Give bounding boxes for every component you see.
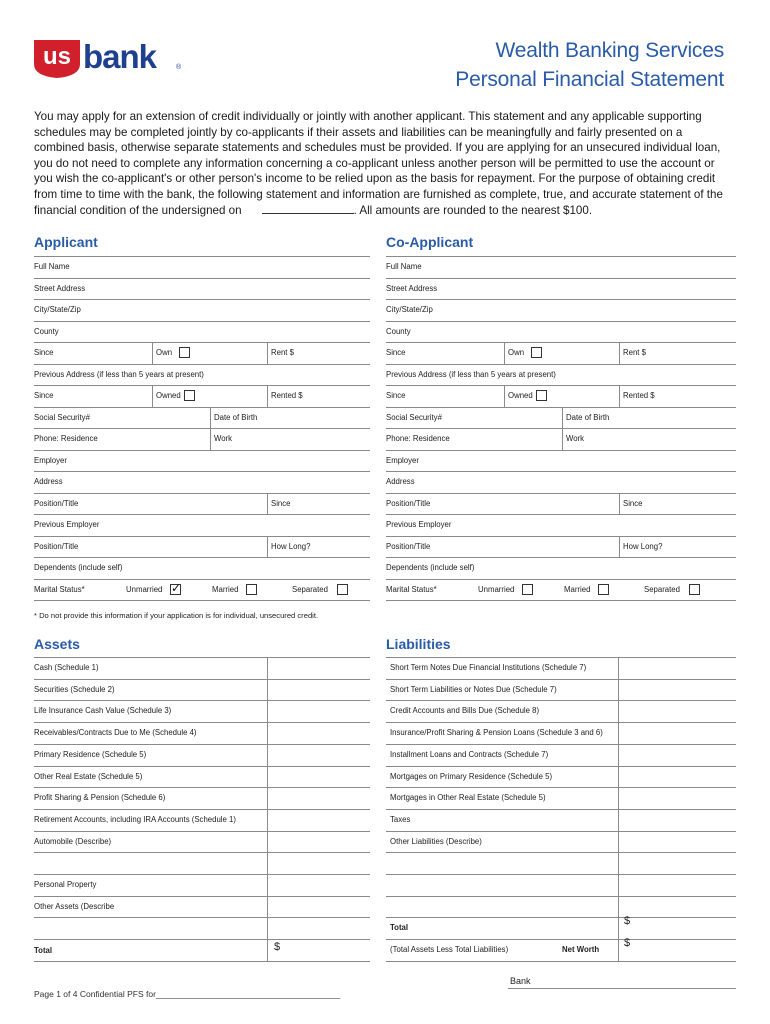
applicant-position-since-field[interactable]: Since [271, 499, 291, 508]
applicant-row-line [34, 321, 370, 322]
applicant-cell-divider [267, 342, 268, 364]
coapplicant-own-checkbox[interactable] [531, 347, 542, 358]
applicant-since-field[interactable]: Since [34, 348, 54, 357]
applicant-row-line [34, 428, 370, 429]
applicant-row-line [34, 579, 370, 580]
applicant-row-line [34, 407, 370, 408]
asset-row-label: Other Real Estate (Schedule 5) [34, 772, 143, 781]
applicant-street-field[interactable]: Street Address [34, 284, 86, 293]
liabilities-row-line [386, 744, 736, 745]
applicant-position-field[interactable]: Position/Title [34, 499, 79, 508]
liability-amount-field[interactable] [621, 702, 731, 719]
coapplicant-row-line [386, 321, 736, 322]
coapplicant-row-line [386, 278, 736, 279]
coapplicant-row-line [386, 493, 736, 494]
applicant-married-checkbox[interactable] [246, 584, 257, 595]
asset-amount-field[interactable] [270, 919, 366, 936]
coapplicant-how-long-field[interactable]: How Long? [623, 542, 663, 551]
applicant-ssn-field[interactable]: Social Security# [34, 413, 90, 422]
applicant-row-line [34, 536, 370, 537]
applicant-row-line [34, 471, 370, 472]
applicant-row-line [34, 557, 370, 558]
asset-amount-field[interactable] [270, 702, 366, 719]
coapplicant-dependents-field[interactable]: Dependents (include self) [386, 563, 475, 572]
assets-row-line [34, 961, 370, 962]
coapplicant-row-line [386, 471, 736, 472]
applicant-rented-field[interactable]: Rented $ [271, 391, 303, 400]
assets-row-line [34, 852, 370, 853]
applicant-row-line [34, 493, 370, 494]
assets-row-line [34, 657, 370, 658]
applicant-employer-field[interactable]: Employer [34, 456, 67, 465]
applicant-owned-checkbox[interactable] [184, 390, 195, 401]
coapplicant-owned-label: Owned [508, 391, 533, 400]
assets-row-line [34, 766, 370, 767]
asset-row-label: Automobile (Describe) [34, 837, 112, 846]
applicant-full-name-field[interactable]: Full Name [34, 262, 70, 271]
liability-amount-field[interactable] [621, 854, 731, 871]
coapplicant-cell-divider [619, 385, 620, 407]
assets-total-label: Total [34, 946, 53, 955]
applicant-row-line [34, 342, 370, 343]
coapplicant-city-field[interactable]: City/State/Zip [386, 305, 433, 314]
net-worth-label: Net Worth [562, 945, 600, 954]
liabilities-row-line [386, 896, 736, 897]
coapplicant-position-since-field[interactable]: Since [623, 499, 643, 508]
asset-row-label: Other Assets (Describe [34, 902, 115, 911]
applicant-dependents-field[interactable]: Dependents (include self) [34, 563, 123, 572]
liabilities-row-line [386, 917, 736, 918]
asset-row-label: Cash (Schedule 1) [34, 663, 99, 672]
coapplicant-employer-field[interactable]: Employer [386, 456, 419, 465]
coapplicant-row-line [386, 407, 736, 408]
applicant-cell-divider [210, 407, 211, 450]
coapplicant-separated-label: Separated [644, 585, 680, 594]
coapplicant-full-name-field[interactable]: Full Name [386, 262, 422, 271]
applicant-cell-divider [152, 342, 153, 364]
coapplicant-row-line [386, 600, 736, 601]
document-title [455, 36, 724, 94]
applicant-rent-field[interactable]: Rent $ [271, 348, 294, 357]
liabilities-row-line [386, 831, 736, 832]
applicant-row-line [34, 299, 370, 300]
applicant-unmarried-label: Unmarried [126, 585, 163, 594]
coapplicant-ssn-field[interactable]: Social Security# [386, 413, 442, 422]
coapplicant-cell-divider [619, 342, 620, 364]
asset-amount-field[interactable] [270, 681, 366, 698]
liabilities-total-dollar: $ [624, 915, 631, 927]
coapplicant-cell-divider [504, 385, 505, 407]
coapplicant-row-line [386, 579, 736, 580]
coapplicant-rented-field[interactable]: Rented $ [623, 391, 655, 400]
liabilities-row-line [386, 700, 736, 701]
liability-row-label: Mortgages in Other Real Estate (Schedule 5) [390, 793, 546, 802]
liabilities-row-line [386, 722, 736, 723]
liabilities-row-line [386, 766, 736, 767]
liabilities-row-line [386, 874, 736, 875]
assets-row-line [34, 917, 370, 918]
applicant-own-checkbox[interactable] [179, 347, 190, 358]
coapplicant-married-checkbox[interactable] [598, 584, 609, 595]
assets-row-line [34, 787, 370, 788]
liability-amount-field[interactable] [621, 768, 731, 785]
applicant-owned-label: Owned [156, 391, 181, 400]
coapplicant-unmarried-checkbox[interactable] [522, 584, 533, 595]
asset-amount-field[interactable] [270, 724, 366, 741]
assets-row-line [34, 700, 370, 701]
assets-amount-divider [267, 657, 268, 961]
applicant-row-line [34, 256, 370, 257]
assets-total-dollar: $ [274, 941, 281, 953]
assets-row-line [34, 831, 370, 832]
applicant-city-field[interactable]: City/State/Zip [34, 305, 81, 314]
liabilities-amount-divider [618, 657, 619, 961]
coapplicant-separated-checkbox[interactable] [689, 584, 700, 595]
liability-amount-field[interactable] [621, 681, 731, 698]
coapplicant-row-line [386, 428, 736, 429]
liabilities-heading: Liabilities [386, 636, 451, 652]
assets-row-line [34, 722, 370, 723]
applicant-row-line [34, 600, 370, 601]
assets-row-line [34, 744, 370, 745]
coapplicant-row-line [386, 514, 736, 515]
coapplicant-cell-divider [562, 407, 563, 450]
marital-footnote: * Do not provide this information if your application is for individual, unsecured credit. [34, 611, 319, 620]
liability-row-label: Other Liabilities (Describe) [390, 837, 482, 846]
coapplicant-previous-position-field[interactable]: Position/Title [386, 542, 431, 551]
coapplicant-cell-divider [504, 342, 505, 364]
applicant-row-line [34, 450, 370, 451]
liability-amount-field[interactable] [621, 746, 731, 763]
intro-text: You may apply for an extension of credit individually or jointly with another applicant. This statement and any applicable supporting schedules may be completed jointly by co-applicants if their assets and liabilities can be meaningfully and fairly presented on a combined basis, otherwise separate statements and schedules must be provided. If you are applying for an unsecured individual loan, you do not need to complete any information concerning a co-applicant unless another person will be permitted to use the account or you wish the co-applicant's or other person's income to be relied upon as the basis for repayment. For the purpose of obtaining credit from time to time with the bank, the following statement and information are furnished as complete, true, and accurate statement of the financial condition of the undersigned on [34, 110, 723, 217]
applicant-cell-divider [267, 536, 268, 557]
liability-amount-field[interactable] [621, 833, 731, 850]
bank-label: Bank [510, 976, 531, 986]
statement-date-blank[interactable] [262, 204, 354, 214]
coapplicant-row-line [386, 256, 736, 257]
coapplicant-row-line [386, 385, 736, 386]
liabilities-row-line [386, 939, 736, 940]
liability-row-label: Installment Loans and Contracts (Schedule 7) [390, 750, 549, 759]
intro-tail: . All amounts are rounded to the nearest $100. [353, 203, 593, 217]
assets-row-line [34, 809, 370, 810]
liabilities-row-line [386, 852, 736, 853]
applicant-how-long-field[interactable]: How Long? [271, 542, 311, 551]
asset-amount-field[interactable] [270, 833, 366, 850]
applicant-row-line [34, 364, 370, 365]
applicant-phone-residence-field[interactable]: Phone: Residence [34, 434, 98, 443]
liabilities-row-line [386, 679, 736, 680]
asset-amount-field[interactable] [270, 876, 366, 893]
coapplicant-street-field[interactable]: Street Address [386, 284, 438, 293]
assets-row-line [34, 679, 370, 680]
coapplicant-since-field[interactable]: Since [386, 348, 406, 357]
coapplicant-dob-field[interactable]: Date of Birth [566, 413, 610, 422]
intro-paragraph [34, 109, 724, 218]
applicant-previous-since-field[interactable]: Since [34, 391, 54, 400]
coapplicant-unmarried-label: Unmarried [478, 585, 515, 594]
asset-row-label: Primary Residence (Schedule 5) [34, 750, 147, 759]
applicant-employer-address-field[interactable]: Address [34, 477, 63, 486]
coapplicant-row-line [386, 536, 736, 537]
applicant-unmarried-checkbox[interactable] [170, 584, 181, 595]
coapplicant-previous-employer-field[interactable]: Previous Employer [386, 520, 452, 529]
coapplicant-cell-divider [619, 493, 620, 514]
applicant-dob-field[interactable]: Date of Birth [214, 413, 258, 422]
coapplicant-position-field[interactable]: Position/Title [386, 499, 431, 508]
asset-amount-field[interactable] [270, 789, 366, 806]
applicant-separated-checkbox[interactable] [337, 584, 348, 595]
net-worth-description: (Total Assets Less Total Liabilities) [390, 945, 509, 954]
applicant-previous-address-field[interactable]: Previous Address (if less than 5 years at present) [34, 370, 204, 379]
liability-row-label: Mortgages on Primary Residence (Schedule 5) [390, 772, 553, 781]
logo-registered-mark: ® [176, 64, 182, 71]
liabilities-row-line [386, 961, 736, 962]
applicant-separated-label: Separated [292, 585, 328, 594]
asset-row-label: Life Insurance Cash Value (Schedule 3) [34, 706, 172, 715]
asset-row-label: Personal Property [34, 880, 97, 889]
liabilities-row-line [386, 787, 736, 788]
title-line-1: Wealth Banking Services [495, 39, 724, 62]
liability-amount-field[interactable] [621, 898, 731, 915]
applicant-previous-employer-field[interactable]: Previous Employer [34, 520, 100, 529]
assets-row-line [34, 896, 370, 897]
liability-amount-field[interactable] [621, 876, 731, 893]
coapplicant-row-line [386, 557, 736, 558]
coapplicant-phone-residence-field[interactable]: Phone: Residence [386, 434, 450, 443]
assets-row-line [34, 874, 370, 875]
liability-amount-field[interactable] [621, 811, 731, 828]
applicant-previous-position-field[interactable]: Position/Title [34, 542, 79, 551]
logo-bank-text: bank [83, 38, 157, 75]
coapplicant-county-field[interactable]: County [386, 327, 411, 336]
assets-heading: Assets [34, 636, 80, 652]
liability-row-label: Short Term Liabilities or Notes Due (Schedule 7) [390, 685, 557, 694]
coapplicant-row-line [386, 364, 736, 365]
asset-amount-field[interactable] [270, 659, 366, 676]
applicant-cell-divider [152, 385, 153, 407]
applicant-phone-work-field[interactable]: Work [214, 434, 233, 443]
asset-row-label: Securities (Schedule 2) [34, 685, 115, 694]
asset-amount-field[interactable] [270, 768, 366, 785]
asset-row-label: Retirement Accounts, including IRA Accounts (Schedule 1) [34, 815, 236, 824]
applicant-married-label: Married [212, 585, 239, 594]
coapplicant-marital-status-label: Marital Status* [386, 585, 437, 594]
applicant-heading: Applicant [34, 234, 98, 250]
liability-amount-field[interactable] [621, 659, 731, 676]
coapplicant-own-label: Own [508, 348, 525, 357]
applicant-own-label: Own [156, 348, 173, 357]
net-worth-dollar: $ [624, 937, 631, 949]
coapplicant-rent-field[interactable]: Rent $ [623, 348, 646, 357]
assets-row-line [34, 939, 370, 940]
title-line-2: Personal Financial Statement [455, 68, 724, 91]
coapplicant-row-line [386, 342, 736, 343]
coapplicant-cell-divider [619, 536, 620, 557]
asset-amount-field[interactable] [270, 746, 366, 763]
logo-us-text: us [42, 43, 72, 70]
liabilities-row-line [386, 657, 736, 658]
asset-amount-field[interactable] [270, 854, 366, 871]
coapplicant-phone-work-field[interactable]: Work [566, 434, 585, 443]
applicant-row-line [34, 278, 370, 279]
coapplicant-previous-since-field[interactable]: Since [386, 391, 406, 400]
applicant-row-line [34, 385, 370, 386]
coapplicant-married-label: Married [564, 585, 591, 594]
coapplicant-employer-address-field[interactable]: Address [386, 477, 415, 486]
applicant-county-field[interactable]: County [34, 327, 59, 336]
coapplicant-previous-address-field[interactable]: Previous Address (if less than 5 years at present) [386, 370, 556, 379]
asset-amount-field[interactable] [270, 898, 366, 915]
coapplicant-row-line [386, 299, 736, 300]
applicant-cell-divider [267, 385, 268, 407]
liability-row-label: Short Term Notes Due Financial Institutions (Schedule 7) [390, 663, 587, 672]
liabilities-total-label: Total [390, 923, 409, 932]
coapplicant-owned-checkbox[interactable] [536, 390, 547, 401]
us-bank-logo [34, 38, 184, 78]
liability-amount-field[interactable] [621, 724, 731, 741]
coapplicant-heading: Co-Applicant [386, 234, 474, 250]
liability-row-label: Taxes [390, 815, 411, 824]
applicant-marital-status-label: Marital Status* [34, 585, 85, 594]
asset-amount-field[interactable] [270, 811, 366, 828]
liability-row-label: Insurance/Profit Sharing & Pension Loans (Schedule 3 and 6) [390, 728, 603, 737]
liability-amount-field[interactable] [621, 789, 731, 806]
liabilities-row-line [386, 809, 736, 810]
coapplicant-row-line [386, 450, 736, 451]
bank-signature-line[interactable] [508, 988, 736, 989]
footer-page-info: Page 1 of 4 Confidential PFS for_______________________________________ [34, 989, 341, 999]
liability-row-label: Credit Accounts and Bills Due (Schedule 8) [390, 706, 540, 715]
applicant-cell-divider [267, 493, 268, 514]
applicant-row-line [34, 514, 370, 515]
asset-row-label: Profit Sharing & Pension (Schedule 6) [34, 793, 166, 802]
asset-row-label: Receivables/Contracts Due to Me (Schedule 4) [34, 728, 197, 737]
